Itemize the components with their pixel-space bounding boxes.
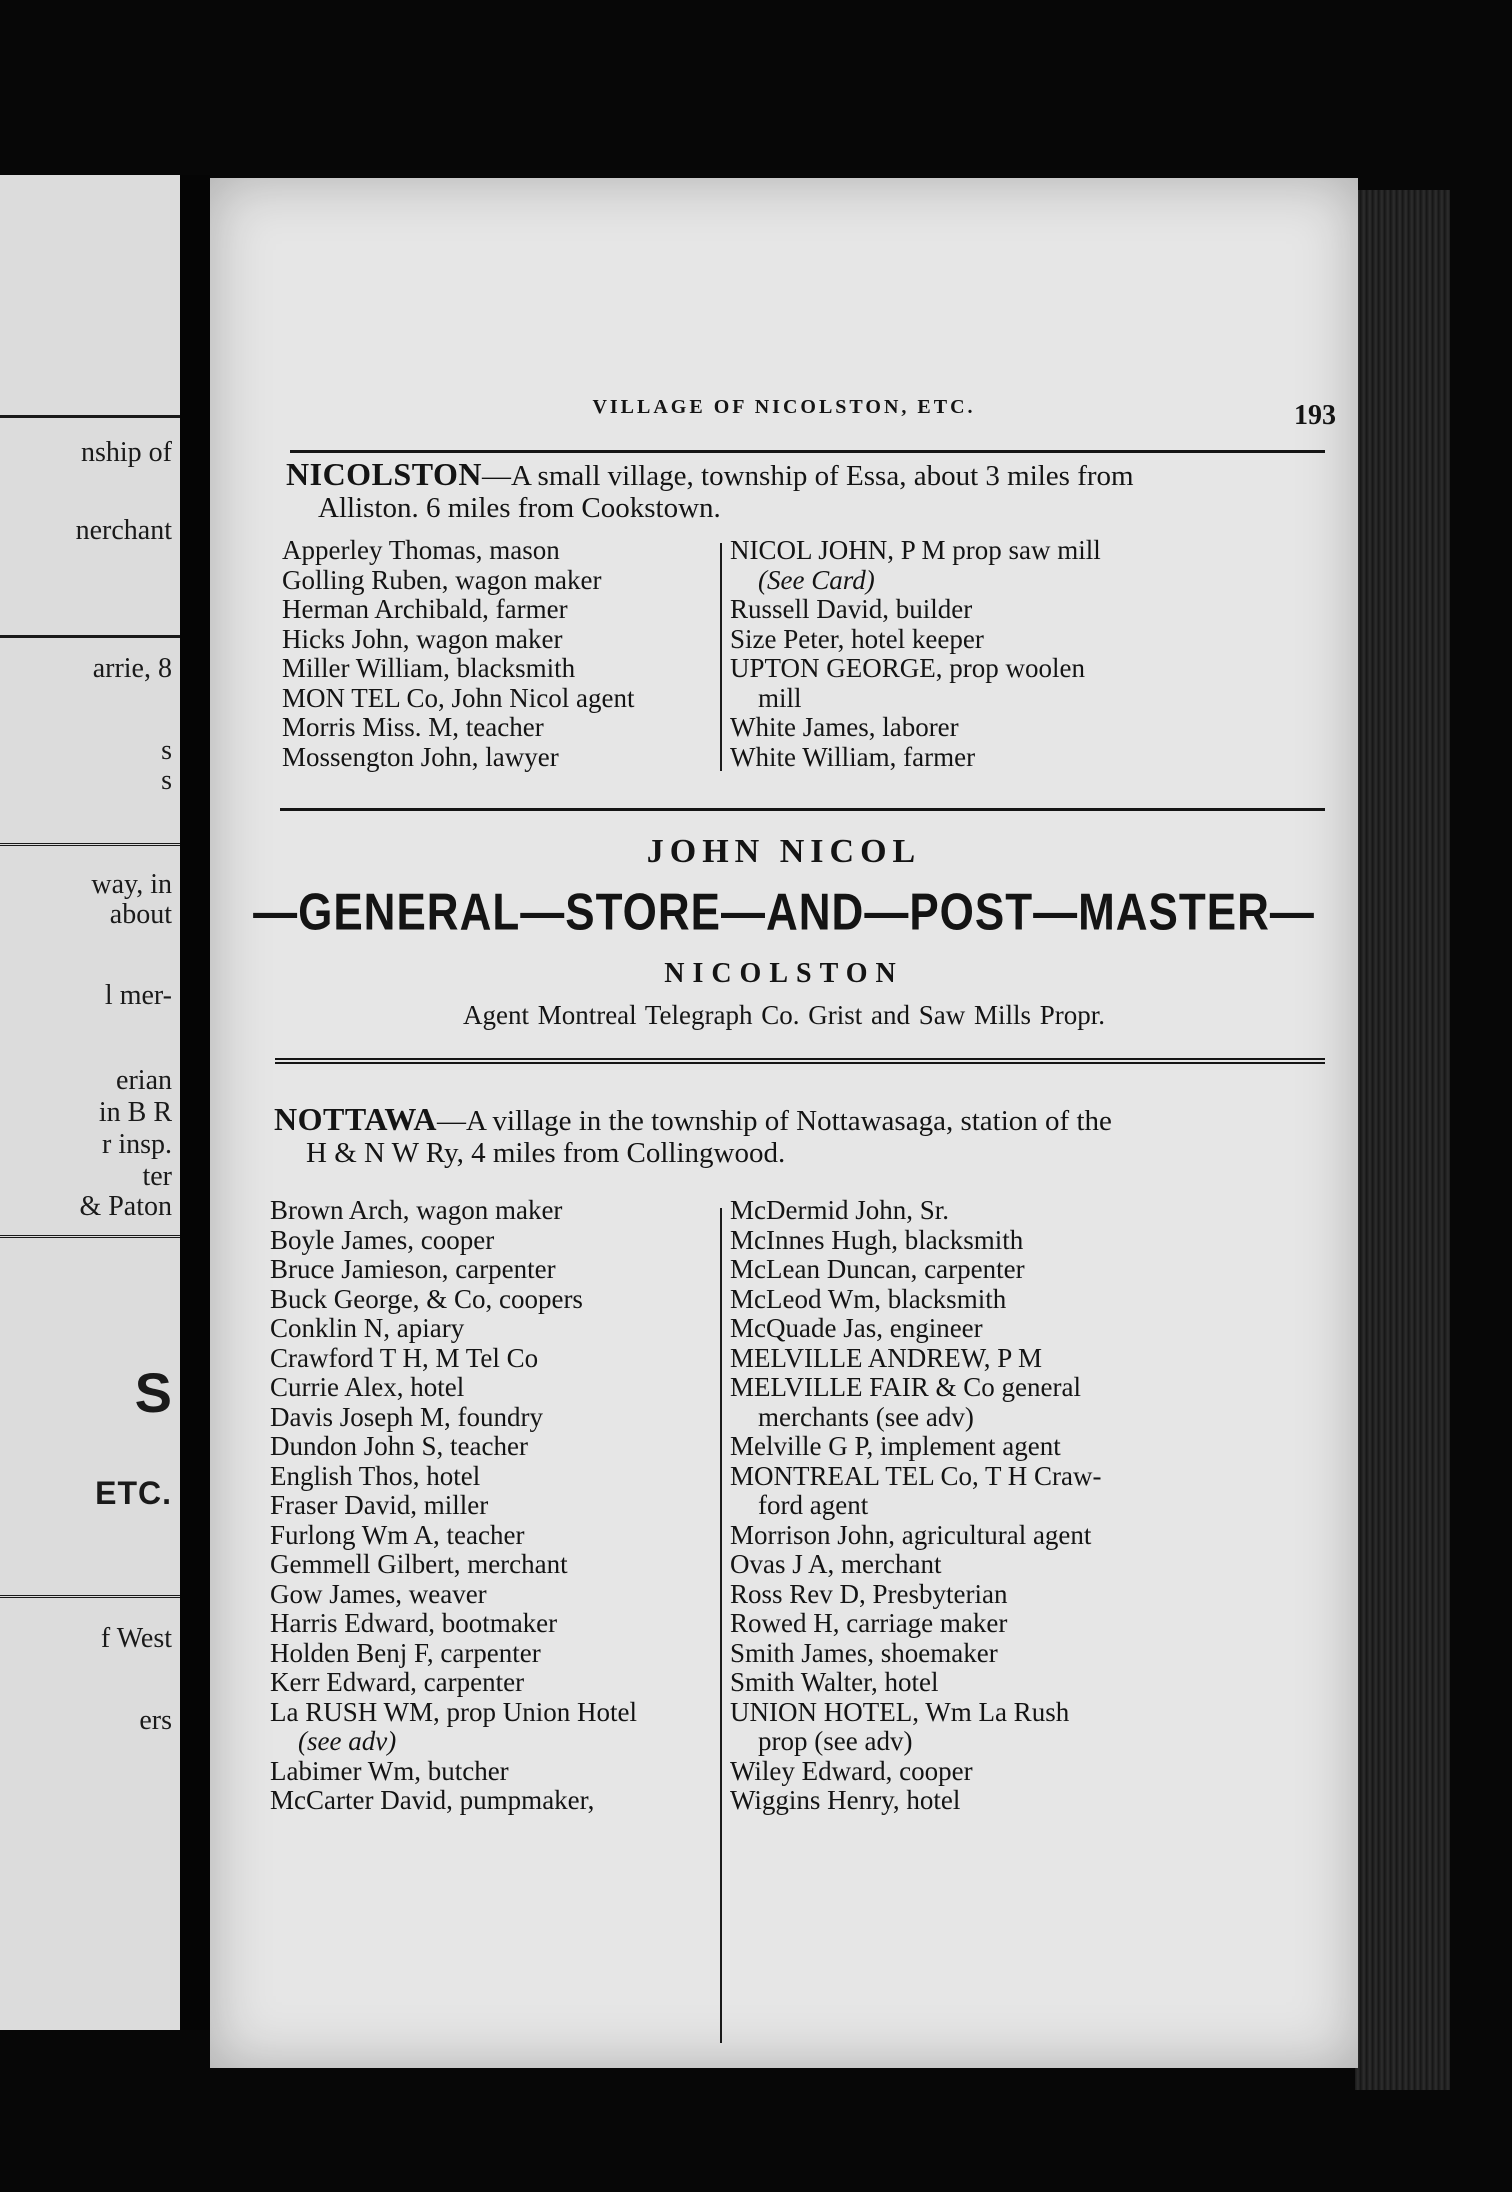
list-item: [730, 1255, 1340, 1285]
ad-line: Agent Montreal Telegraph Co. Grist and Saw Mills Propr.: [462, 1000, 1106, 1030]
nicolston-left-column: [282, 536, 712, 772]
list-item: [270, 1373, 710, 1403]
nottawa-name: NOTTAWA: [274, 1101, 437, 1137]
entry-text: Wiggins Henry, hotel: [730, 1785, 961, 1815]
left-rule: [0, 843, 180, 850]
list-item: [270, 1196, 710, 1226]
list-item: [270, 1432, 710, 1462]
nicolston-heading: [286, 458, 1331, 524]
list-item: [270, 1521, 710, 1551]
entry-text: Bruce Jamieson, carpenter: [270, 1254, 556, 1284]
left-fragment: in B R: [98, 1097, 172, 1128]
list-item: [730, 1550, 1340, 1580]
entry-text: MELVILLE ANDREW, P M: [730, 1342, 1043, 1373]
left-fragment: & Paton: [79, 1191, 172, 1222]
list-item: [730, 1373, 1340, 1432]
page-edge: [1355, 190, 1450, 2090]
left-rule: [0, 635, 180, 638]
entry-text: Smith Walter, hotel: [730, 1667, 939, 1697]
entry-text: Furlong Wm A, teacher: [270, 1519, 525, 1550]
left-rule: [0, 415, 180, 418]
entry-text: Ovas J A, merchant: [730, 1549, 942, 1579]
left-rule: [0, 1235, 180, 1242]
entry-text: Russell David, builder: [730, 594, 973, 624]
entry-text: McLeod Wm, blacksmith: [730, 1283, 1007, 1314]
left-page-fragment: [0, 175, 183, 2030]
list-item: [730, 1314, 1340, 1344]
nottawa-heading: [274, 1103, 1329, 1169]
nicolston-name: NICOLSTON: [286, 456, 482, 492]
entry-text: Melville G P, implement agent: [730, 1431, 1061, 1461]
left-fragment: ers: [139, 1705, 172, 1736]
book-gutter: [180, 175, 210, 2030]
ad-title: —GENERAL—STORE—AND—POST—MASTER—: [253, 883, 1315, 942]
list-item: [270, 1757, 710, 1787]
page-number: 193: [1294, 400, 1336, 431]
list-item: [270, 1226, 710, 1256]
entry-text: MONTREAL TEL Co, T H Craw-: [730, 1460, 1102, 1491]
entry-text: McLean Duncan, carpenter: [730, 1254, 1025, 1284]
running-head: VILLAGE OF NICOLSTON, ETC.: [592, 396, 976, 418]
entry-text: McInnes Hugh, blacksmith: [730, 1224, 1024, 1255]
entry-text: McDermid John, Sr.: [730, 1195, 949, 1225]
list-item: [270, 1255, 710, 1285]
list-item: [270, 1344, 710, 1374]
list-item: [270, 1786, 710, 1816]
left-fragment: ETC.: [95, 1475, 172, 1511]
left-fragment: way, in: [91, 869, 172, 900]
nottawa-right-column: [730, 1196, 1340, 1816]
left-fragment: nship of: [81, 437, 172, 468]
list-item: [730, 1668, 1340, 1698]
list-item: [730, 595, 1330, 625]
entry-text: McCarter David, pumpmaker,: [270, 1785, 595, 1815]
entry-text: Wiley Edward, cooper: [730, 1755, 973, 1786]
entry-cont: ford agent: [758, 1490, 869, 1520]
nottawa-left-column: [270, 1196, 710, 1816]
entry-text: Gemmell Gilbert, merchant: [270, 1549, 568, 1579]
ad-place: NICOLSTON: [664, 958, 904, 989]
list-item: [730, 1462, 1340, 1521]
list-item: Herman Archibald, farmer: [282, 594, 568, 624]
left-rule: [0, 1595, 180, 1602]
list-item: MON TEL Co, John Nicol agent: [282, 682, 635, 713]
list-item: [730, 1580, 1340, 1610]
entry-text: Kerr Edward, carpenter: [270, 1667, 525, 1697]
nottawa-description-cont: H & N W Ry, 4 miles from Collingwood.: [306, 1137, 786, 1169]
list-item: [730, 1698, 1340, 1757]
entry-text: Davis Joseph M, foundry: [270, 1401, 543, 1432]
list-item: [730, 713, 1330, 743]
list-item: [270, 1462, 710, 1492]
entry-text: English Thos, hotel: [270, 1460, 481, 1491]
list-item: [730, 1432, 1340, 1462]
directory-page: [210, 178, 1358, 2068]
list-item: [730, 1786, 1340, 1816]
entry-text: Conklin N, apiary: [270, 1313, 465, 1343]
list-item: [270, 1668, 710, 1698]
list-item: [730, 625, 1330, 655]
list-item: Hicks John, wagon maker: [282, 623, 563, 654]
list-item: Miller William, blacksmith: [282, 653, 576, 683]
entry-text: Buck George, & Co, coopers: [270, 1283, 583, 1314]
list-item: [270, 1285, 710, 1315]
entry-text: Brown Arch, wagon maker: [270, 1195, 563, 1225]
list-item: [270, 1550, 710, 1580]
entry-text: Fraser David, miller: [270, 1490, 489, 1520]
list-item: [270, 1403, 710, 1433]
entry-text: Ross Rev D, Presbyterian: [730, 1578, 1008, 1609]
list-item: [730, 1757, 1340, 1787]
entry-text: Rowed H, carriage maker: [730, 1608, 1008, 1638]
list-item: [730, 743, 1330, 773]
entry-text: Crawford T H, M Tel Co: [270, 1342, 539, 1373]
left-fragment: s: [161, 765, 172, 796]
left-fragment: f West: [100, 1623, 172, 1654]
entry-text: Boyle James, cooper: [270, 1224, 495, 1255]
list-item: [270, 1491, 710, 1521]
entry-cont: (see adv): [298, 1726, 397, 1756]
left-fragment: erian: [116, 1065, 172, 1096]
entry-text: NICOL JOHN, P M prop saw mill: [730, 535, 1101, 565]
entry-text: Morrison John, agricultural agent: [730, 1519, 1092, 1550]
entry-cont: (See Card): [758, 564, 875, 595]
nicolston-description-cont: Alliston. 6 miles from Cookstown.: [318, 492, 721, 524]
left-fragment: S: [134, 1361, 172, 1424]
entry-text: UPTON GEORGE, prop woolen: [730, 653, 1085, 683]
list-item: Apperley Thomas, mason: [282, 535, 560, 565]
list-item: Mossengton John, lawyer: [282, 741, 559, 772]
list-item: [730, 1196, 1340, 1226]
section-rule: [280, 808, 1325, 811]
left-fragment: s: [161, 735, 172, 766]
entry-text: Holden Benj F, carpenter: [270, 1637, 541, 1668]
list-item: [270, 1609, 710, 1639]
list-item: [730, 654, 1330, 713]
entry-cont: mill: [758, 682, 802, 713]
entry-text: McQuade Jas, engineer: [730, 1313, 983, 1343]
entry-text: Labimer Wm, butcher: [270, 1755, 509, 1786]
list-item: [730, 1226, 1340, 1256]
list-item: [270, 1314, 710, 1344]
column-divider: [720, 543, 722, 771]
list-item: [730, 1521, 1340, 1551]
left-fragment: arrie, 8: [92, 653, 172, 684]
left-fragment: l mer-: [104, 980, 172, 1011]
entry-text: Smith James, shoemaker: [730, 1637, 998, 1668]
entry-text: Currie Alex, hotel: [270, 1372, 465, 1402]
list-item: [730, 536, 1330, 595]
list-item: [730, 1609, 1340, 1639]
entry-text: MELVILLE FAIR & Co general: [730, 1372, 1081, 1402]
nicolston-right-column: [730, 536, 1330, 772]
entry-text: White William, farmer: [730, 741, 976, 772]
list-item: [270, 1698, 710, 1757]
entry-text: Size Peter, hotel keeper: [730, 623, 984, 654]
list-item: [730, 1285, 1340, 1315]
left-fragment: nerchant: [75, 515, 172, 546]
column-divider: [720, 1208, 722, 2043]
nottawa-description: —A village in the township of Nottawasaga, station of the: [436, 1105, 1112, 1137]
ad-name: JOHN NICOL: [646, 833, 922, 870]
entry-text: UNION HOTEL, Wm La Rush: [730, 1696, 1070, 1727]
left-fragment: r insp.: [102, 1129, 172, 1160]
double-rule: [275, 1058, 1325, 1070]
left-fragment: ter: [142, 1161, 172, 1192]
nicolston-description: —A small village, township of Essa, about 3 miles from: [481, 460, 1134, 492]
entry-cont: merchants (see adv): [758, 1401, 974, 1432]
entry-text: Dundon John S, teacher: [270, 1431, 528, 1461]
list-item: [270, 1639, 710, 1669]
entry-cont: prop (see adv): [758, 1726, 913, 1756]
list-item: Morris Miss. M, teacher: [282, 712, 544, 742]
left-fragment: about: [109, 899, 172, 930]
list-item: [270, 1580, 710, 1610]
entry-text: Gow James, weaver: [270, 1578, 487, 1609]
header-rule: [290, 450, 1325, 453]
entry-text: La RUSH WM, prop Union Hotel: [270, 1696, 637, 1727]
entry-text: White James, laborer: [730, 712, 959, 742]
list-item: Golling Ruben, wagon maker: [282, 564, 602, 595]
list-item: [730, 1639, 1340, 1669]
entry-text: Harris Edward, bootmaker: [270, 1608, 558, 1638]
list-item: [730, 1344, 1340, 1374]
